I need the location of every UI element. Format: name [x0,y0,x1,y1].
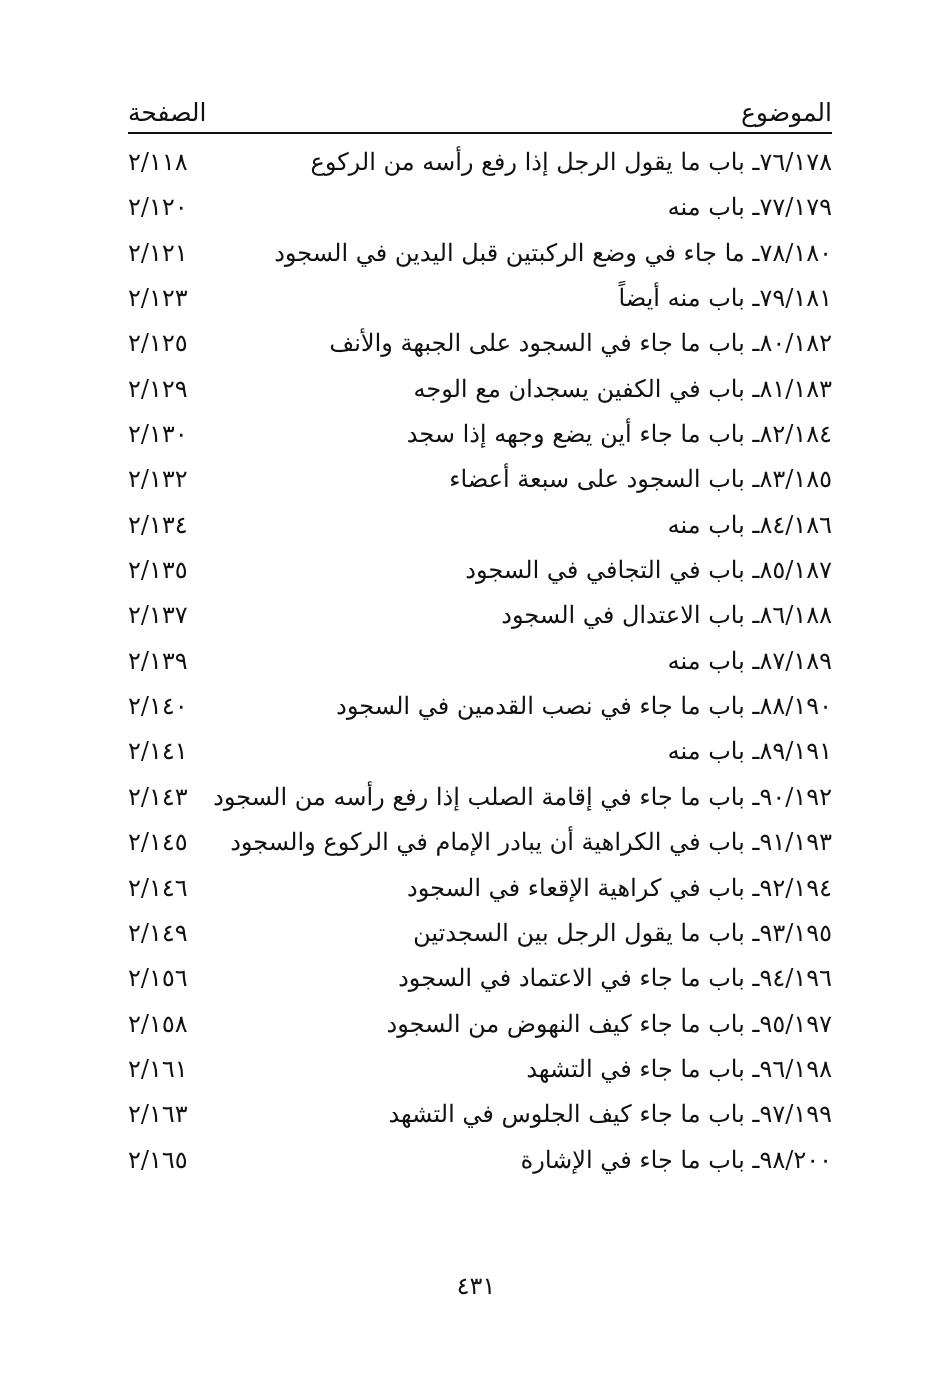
toc-entry [128,1047,832,1092]
toc-entry [128,593,832,638]
toc-entry [128,185,832,230]
entry-title: ٨٢/١٨٤ـ باب ما جاء أين يضع وجهه إذا سجد [406,420,832,449]
entry-page: ٢/١١٨ [128,148,188,176]
entry-title: ٨٦/١٨٨ـ باب الاعتدال في السجود [501,601,832,630]
entry-page: ٢/١٣٤ [128,510,188,539]
entry-title: ٩٥/١٩٧ـ باب ما جاء كيف النهوض من السجود [386,1009,832,1038]
toc-list [128,140,832,1183]
toc-entry [128,684,832,729]
entry-page: ٢/١٤٦ [128,873,188,902]
toc-entry [128,367,832,412]
toc-entry [128,1002,832,1047]
toc-entry [128,956,832,1001]
topic-column-heading: الموضوع [741,98,832,127]
toc-entry [128,412,832,457]
toc-entry [128,820,832,865]
entry-page: ٢/١٤٣ [128,782,188,811]
entry-title: ٩٤/١٩٦ـ باب ما جاء في الاعتماد في السجود [398,964,832,993]
entry-title: ٨٧/١٨٩ـ باب منه [667,646,832,675]
toc-entry [128,866,832,911]
entry-page: ٢/١٢٠ [128,193,188,222]
toc-entry [128,457,832,502]
toc-entry [128,639,832,684]
toc-entry [128,231,832,276]
entry-page: ٢/١٣٧ [128,601,188,630]
toc-entry [128,1138,832,1183]
entry-title: ٩٣/١٩٥ـ باب ما يقول الرجل بين السجدتين [413,918,832,947]
entry-page: ٢/١٥٦ [128,964,188,993]
entry-page: ٢/١٣٢ [128,465,188,494]
entry-title: ٨٩/١٩١ـ باب منه [667,737,832,766]
entry-title: ٨٤/١٨٦ـ باب منه [667,510,832,539]
entry-title: ٩٠/١٩٢ـ باب ما جاء في إقامة الصلب إذا رفع رأسه من السجود [213,782,832,811]
toc-entry [128,321,832,366]
entry-page: ٢/١٦١ [128,1054,188,1083]
entry-page: ٢/١٢٥ [128,329,188,358]
entry-title: ٩٨/٢٠٠ـ باب ما جاء في الإشارة [520,1145,832,1174]
entry-title: ٩١/١٩٣ـ باب في الكراهية أن يبادر الإمام في الركوع والسجود [230,828,832,857]
entry-title: ٩٦/١٩٨ـ باب ما جاء في التشهد [526,1054,832,1083]
entry-title: ٨١/١٨٣ـ باب في الكفين يسجدان مع الوجه [413,374,832,403]
entry-title: ٧٧/١٧٩ـ باب منه [667,193,832,222]
toc-header [128,92,832,132]
entry-page: ٢/١٥٨ [128,1009,188,1038]
toc-entry [128,548,832,593]
entry-page: ٢/١٢٣ [128,284,188,313]
page-number: ٤٣١ [456,1272,496,1300]
entry-title: ٧٩/١٨١ـ باب منه أيضاً [618,284,832,313]
entry-page: ٢/١٣٥ [128,556,188,585]
header-divider [128,132,832,134]
entry-page: ٢/١٦٣ [128,1100,188,1129]
toc-entry [128,911,832,956]
toc-entry [128,729,832,774]
entry-page: ٢/١٢١ [128,238,188,267]
toc-entry [128,276,832,321]
entry-title: ٨٠/١٨٢ـ باب ما جاء في السجود على الجبهة والأنف [329,329,832,358]
entry-title: ٨٥/١٨٧ـ باب في التجافي في السجود [465,556,832,585]
entry-page: ٢/١٤٠ [128,692,188,721]
entry-title: ٨٣/١٨٥ـ باب السجود على سبعة أعضاء [449,465,832,494]
toc-entry [128,1092,832,1137]
entry-title: ٨٨/١٩٠ـ باب ما جاء في نصب القدمين في السجود [336,692,832,721]
entry-page: ٢/١٢٩ [128,374,188,403]
toc-entry [128,503,832,548]
entry-page: ٢/١٣٩ [128,646,188,675]
entry-page: ٢/١٦٥ [128,1145,188,1174]
entry-title: ٩٧/١٩٩ـ باب ما جاء كيف الجلوس في التشهد [388,1100,832,1129]
entry-page: ٢/١٣٠ [128,420,188,449]
entry-page: ٢/١٤٩ [128,918,188,947]
toc-entry [128,775,832,820]
entry-page: ٢/١٤٥ [128,828,188,857]
entry-title: ٩٢/١٩٤ـ باب في كراهية الإقعاء في السجود [407,873,832,902]
page-column-heading: الصفحة [128,98,207,127]
entry-page: ٢/١٤١ [128,737,188,766]
entry-title: ٧٨/١٨٠ـ ما جاء في وضع الركبتين قبل اليدين في السجود [274,238,832,267]
entry-title: ٧٦/١٧٨ـ باب ما يقول الرجل إذا رفع رأسه من الركوع [310,148,832,176]
toc-entry [128,140,832,185]
